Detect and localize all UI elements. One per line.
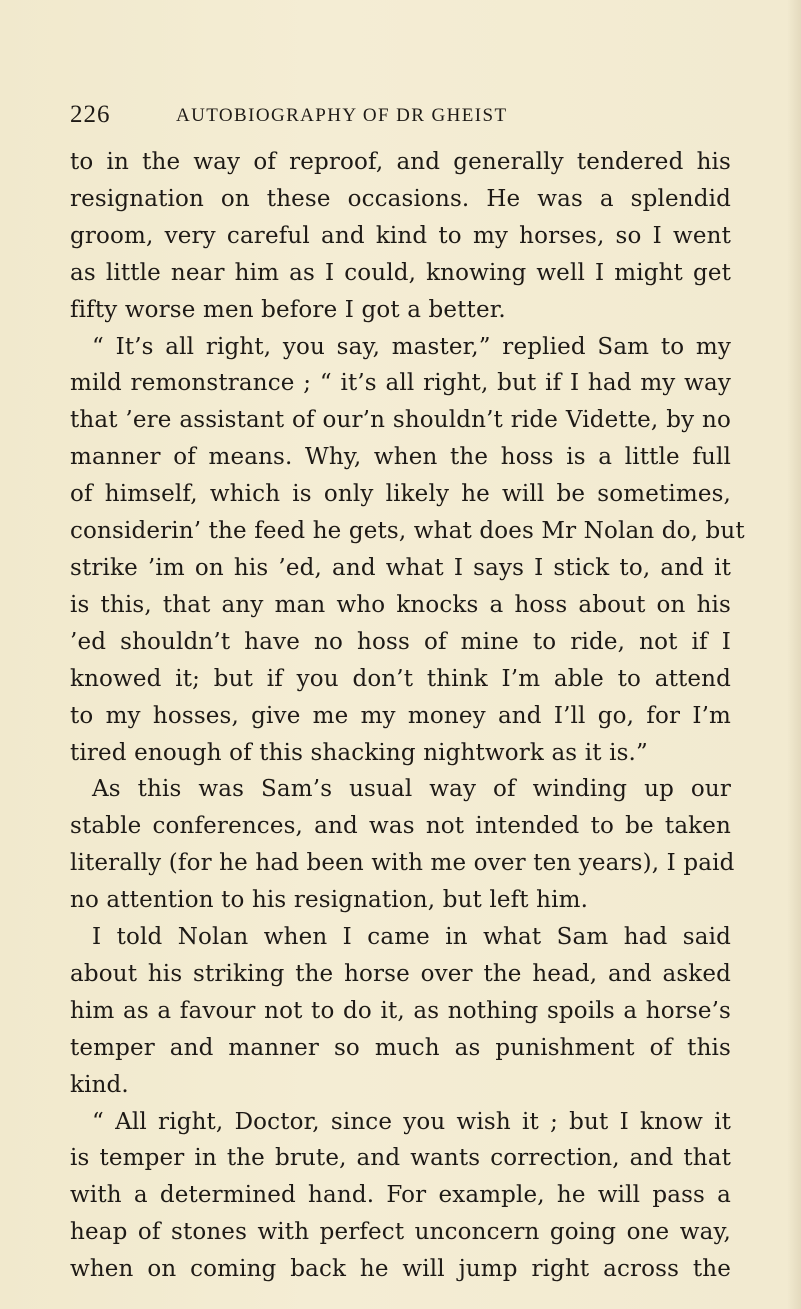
text-line: I told Nolan when I came in what Sam had said <box>92 924 731 951</box>
text-line: to my hosses, give me my money and I’ll go, for I’m <box>70 702 731 729</box>
text-line: “ All right, Doctor, since you wish it ; but I know it <box>92 1108 731 1135</box>
text-line: considerin’ the feed he gets, what does Mr Nolan do, but <box>70 518 745 545</box>
text-line: as little near him as I could, knowing well I might get <box>70 259 731 286</box>
text-line: no attention to his resignation, but left him. <box>70 887 589 914</box>
text-line: is this, that any man who knocks a hoss about on his <box>70 591 731 618</box>
page-header <box>70 100 730 130</box>
text-line: As this was Sam’s usual way of winding up our <box>92 776 731 803</box>
text-line: of himself, which is only likely he will be sometimes, <box>70 481 731 508</box>
page-number: 226 <box>70 101 111 128</box>
text-line: manner of means. Why, when the hoss is a little full <box>70 444 731 471</box>
text-line: stable conferences, and was not intended to be taken <box>70 813 731 840</box>
text-line: that ’ere assistant of our’n shouldn’t ride Vidette, by no <box>70 407 731 434</box>
text-line: to in the way of reproof, and generally tendered his <box>70 149 731 175</box>
text-line: about his striking the horse over the head, and asked <box>70 960 731 987</box>
text-line: when on coming back he will jump right across the <box>70 1256 731 1283</box>
text-line: fifty worse men before I got a better. <box>70 296 506 323</box>
text-line: kind. <box>70 1071 129 1098</box>
running-head: AUTOBIOGRAPHY OF DR GHEIST <box>176 105 508 126</box>
text-line: temper and manner so much as punishment of this <box>70 1034 731 1061</box>
text-line: resignation on these occasions. He was a splendid <box>70 185 731 212</box>
text-line: knowed it; but if you don’t think I’m able to attend <box>70 665 731 692</box>
text-line: heap of stones with perfect unconcern going one way, <box>70 1219 731 1246</box>
text-line: ’ed shouldn’t have no hoss of mine to ride, not if I <box>70 628 731 655</box>
page-edge-shadow <box>787 0 801 1309</box>
text-line: him as a favour not to do it, as nothing spoils a horse’s <box>70 997 731 1024</box>
text-line: literally (for he had been with me over ten years), I paid <box>70 850 735 877</box>
body-text <box>70 144 745 1288</box>
text-line: tired enough of this shacking nightwork as it is.” <box>70 739 648 766</box>
text-line: is temper in the brute, and wants correction, and that <box>70 1145 731 1172</box>
text-line: mild remonstrance ; “ it’s all right, but if I had my way <box>70 370 731 397</box>
text-line: groom, very careful and kind to my horses, so I went <box>70 222 731 249</box>
text-line: “ It’s all right, you say, master,” replied Sam to my <box>92 333 731 360</box>
text-line: with a determined hand. For example, he will pass a <box>70 1182 731 1209</box>
text-line: strike ’im on his ’ed, and what I says I stick to, and it <box>70 554 731 581</box>
